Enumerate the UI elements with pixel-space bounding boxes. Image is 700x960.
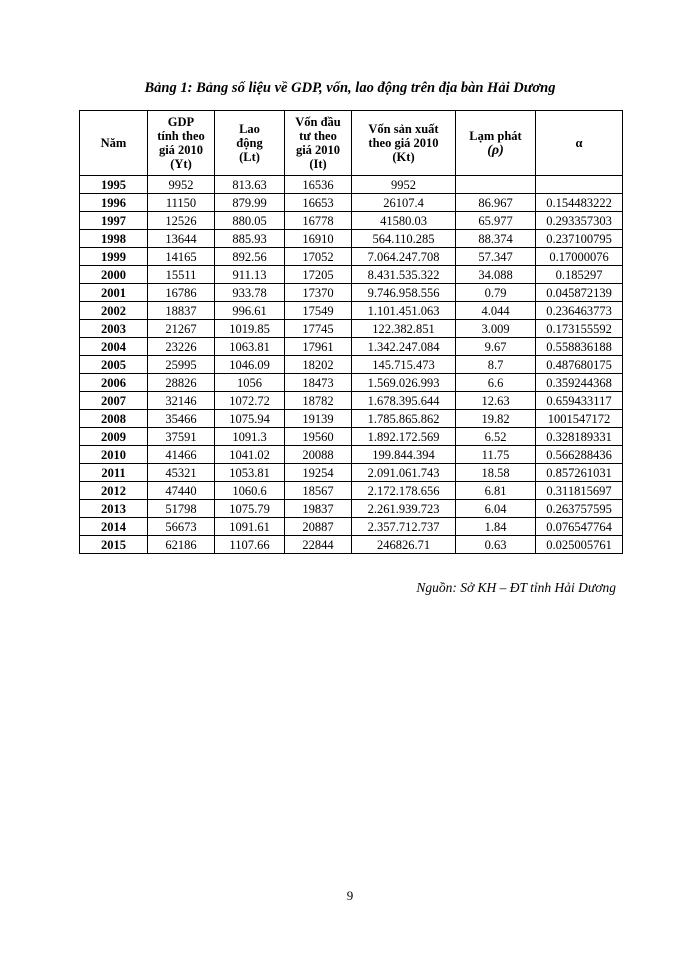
header-capital — [352, 111, 456, 176]
cell-investment: 17370 — [285, 284, 352, 302]
cell-year: 2007 — [80, 392, 148, 410]
cell-alpha: 0.076547764 — [536, 518, 623, 536]
cell-inflation: 6.81 — [456, 482, 536, 500]
cell-gdp: 21267 — [148, 320, 215, 338]
cell-year: 2013 — [80, 500, 148, 518]
cell-alpha: 0.328189331 — [536, 428, 623, 446]
cell-gdp: 35466 — [148, 410, 215, 428]
header-investment-line-2: tư theo — [299, 129, 337, 143]
cell-inflation: 11.75 — [456, 446, 536, 464]
header-investment-line-4: (It) — [309, 157, 327, 171]
cell-investment: 19560 — [285, 428, 352, 446]
cell-gdp: 12526 — [148, 212, 215, 230]
table-row — [80, 320, 623, 338]
cell-gdp: 13644 — [148, 230, 215, 248]
table-row — [80, 536, 623, 554]
cell-gdp: 47440 — [148, 482, 215, 500]
cell-inflation: 19.82 — [456, 410, 536, 428]
cell-gdp: 62186 — [148, 536, 215, 554]
cell-inflation: 65.977 — [456, 212, 536, 230]
cell-inflation: 18.58 — [456, 464, 536, 482]
cell-alpha: 0.558836188 — [536, 338, 623, 356]
cell-labor: 1091.3 — [215, 428, 285, 446]
cell-investment: 18202 — [285, 356, 352, 374]
header-gdp — [148, 111, 215, 176]
cell-labor: 1019.85 — [215, 320, 285, 338]
cell-capital: 564.110.285 — [352, 230, 456, 248]
cell-capital: 199.844.394 — [352, 446, 456, 464]
cell-year: 2006 — [80, 374, 148, 392]
table-row — [80, 410, 623, 428]
cell-inflation: 9.67 — [456, 338, 536, 356]
cell-labor: 1063.81 — [215, 338, 285, 356]
cell-capital: 145.715.473 — [352, 356, 456, 374]
cell-capital: 122.382.851 — [352, 320, 456, 338]
cell-alpha: 0.293357303 — [536, 212, 623, 230]
cell-labor: 933.78 — [215, 284, 285, 302]
cell-capital: 2.357.712.737 — [352, 518, 456, 536]
cell-investment: 17961 — [285, 338, 352, 356]
cell-year: 2005 — [80, 356, 148, 374]
cell-alpha: 0.045872139 — [536, 284, 623, 302]
cell-gdp: 56673 — [148, 518, 215, 536]
cell-year: 1999 — [80, 248, 148, 266]
cell-alpha: 0.311815697 — [536, 482, 623, 500]
cell-inflation: 1.84 — [456, 518, 536, 536]
header-alpha: α — [536, 111, 623, 176]
cell-labor: 879.99 — [215, 194, 285, 212]
cell-gdp: 11150 — [148, 194, 215, 212]
header-gdp-line-2: tính theo — [157, 129, 205, 143]
cell-investment: 16536 — [285, 176, 352, 194]
table-row — [80, 266, 623, 284]
cell-alpha: 0.857261031 — [536, 464, 623, 482]
cell-year: 2015 — [80, 536, 148, 554]
table-caption: Bảng 1: Bảng số liệu về GDP, vốn, lao động trên địa bàn Hải Dương — [144, 80, 556, 96]
cell-alpha: 0.263757595 — [536, 500, 623, 518]
table-row — [80, 482, 623, 500]
cell-gdp: 51798 — [148, 500, 215, 518]
cell-alpha: 0.154483222 — [536, 194, 623, 212]
cell-inflation: 34.088 — [456, 266, 536, 284]
cell-alpha: 0.236463773 — [536, 302, 623, 320]
cell-capital: 1.101.451.063 — [352, 302, 456, 320]
cell-year: 2010 — [80, 446, 148, 464]
cell-investment: 16778 — [285, 212, 352, 230]
table-row — [80, 248, 623, 266]
cell-labor: 1056 — [215, 374, 285, 392]
table-row — [80, 374, 623, 392]
table-row — [80, 212, 623, 230]
cell-labor: 1060.6 — [215, 482, 285, 500]
cell-inflation: 4.044 — [456, 302, 536, 320]
cell-capital: 8.431.535.322 — [352, 266, 456, 284]
cell-gdp: 41466 — [148, 446, 215, 464]
cell-investment: 22844 — [285, 536, 352, 554]
cell-labor: 1075.94 — [215, 410, 285, 428]
cell-investment: 20887 — [285, 518, 352, 536]
cell-capital: 9952 — [352, 176, 456, 194]
table-row — [80, 500, 623, 518]
header-capital-line-2: theo giá 2010 — [368, 136, 439, 150]
header-inflation — [456, 111, 536, 176]
cell-inflation: 6.04 — [456, 500, 536, 518]
cell-year: 2004 — [80, 338, 148, 356]
cell-inflation — [456, 176, 536, 194]
cell-capital: 1.569.026.993 — [352, 374, 456, 392]
cell-inflation: 0.63 — [456, 536, 536, 554]
cell-alpha: 0.359244368 — [536, 374, 623, 392]
cell-inflation: 6.52 — [456, 428, 536, 446]
cell-alpha: 0.487680175 — [536, 356, 623, 374]
cell-alpha: 0.025005761 — [536, 536, 623, 554]
cell-labor: 1046.09 — [215, 356, 285, 374]
cell-investment: 16910 — [285, 230, 352, 248]
cell-alpha: 0.566288436 — [536, 446, 623, 464]
cell-capital: 7.064.247.708 — [352, 248, 456, 266]
cell-year: 2014 — [80, 518, 148, 536]
header-labor-line-2: động — [236, 136, 263, 150]
cell-alpha: 0.237100795 — [536, 230, 623, 248]
cell-labor: 911.13 — [215, 266, 285, 284]
cell-gdp: 15511 — [148, 266, 215, 284]
cell-investment: 16653 — [285, 194, 352, 212]
cell-gdp: 25995 — [148, 356, 215, 374]
cell-capital: 26107.4 — [352, 194, 456, 212]
cell-capital: 246826.71 — [352, 536, 456, 554]
cell-investment: 17549 — [285, 302, 352, 320]
table-row — [80, 356, 623, 374]
header-investment-line-3: giá 2010 — [295, 143, 341, 157]
cell-gdp: 16786 — [148, 284, 215, 302]
cell-year: 2008 — [80, 410, 148, 428]
cell-year: 2011 — [80, 464, 148, 482]
cell-capital: 1.342.247.084 — [352, 338, 456, 356]
cell-year: 2009 — [80, 428, 148, 446]
table-row — [80, 392, 623, 410]
header-capital-line-1: Vốn sản xuất — [368, 122, 439, 136]
cell-capital: 2.261.939.723 — [352, 500, 456, 518]
cell-labor: 1107.66 — [215, 536, 285, 554]
table-row — [80, 176, 623, 194]
cell-alpha: 0.173155592 — [536, 320, 623, 338]
table-row — [80, 518, 623, 536]
cell-capital: 1.678.395.644 — [352, 392, 456, 410]
header-investment — [285, 111, 352, 176]
cell-gdp: 45321 — [148, 464, 215, 482]
cell-year: 2003 — [80, 320, 148, 338]
header-year: Năm — [80, 111, 148, 176]
cell-investment: 19139 — [285, 410, 352, 428]
table-row — [80, 464, 623, 482]
cell-year: 1998 — [80, 230, 148, 248]
page-number: 9 — [346, 888, 354, 903]
cell-gdp: 18837 — [148, 302, 215, 320]
cell-labor: 1053.81 — [215, 464, 285, 482]
cell-gdp: 14165 — [148, 248, 215, 266]
cell-gdp: 28826 — [148, 374, 215, 392]
cell-investment: 18567 — [285, 482, 352, 500]
table-row — [80, 194, 623, 212]
cell-gdp: 9952 — [148, 176, 215, 194]
table-row — [80, 230, 623, 248]
cell-investment: 17052 — [285, 248, 352, 266]
cell-labor: 1072.72 — [215, 392, 285, 410]
header-gdp-line-4: (Yt) — [170, 157, 192, 171]
cell-labor: 1075.79 — [215, 500, 285, 518]
cell-investment: 18782 — [285, 392, 352, 410]
header-inflation-line-1: Lạm phát — [469, 128, 522, 143]
cell-gdp: 37591 — [148, 428, 215, 446]
cell-labor: 892.56 — [215, 248, 285, 266]
cell-inflation: 57.347 — [456, 248, 536, 266]
data-table — [79, 110, 623, 554]
cell-capital: 41580.03 — [352, 212, 456, 230]
cell-year: 2012 — [80, 482, 148, 500]
cell-year: 2002 — [80, 302, 148, 320]
cell-capital: 1.892.172.569 — [352, 428, 456, 446]
header-labor-line-1: Lao — [239, 122, 260, 136]
cell-inflation: 0.79 — [456, 284, 536, 302]
header-labor-line-3: (Lt) — [239, 150, 260, 164]
table-row — [80, 428, 623, 446]
cell-capital: 9.746.958.556 — [352, 284, 456, 302]
table-row — [80, 284, 623, 302]
cell-alpha: 0.659433117 — [536, 392, 623, 410]
cell-labor: 996.61 — [215, 302, 285, 320]
table-row — [80, 302, 623, 320]
cell-gdp: 23226 — [148, 338, 215, 356]
cell-labor: 813.63 — [215, 176, 285, 194]
cell-inflation: 3.009 — [456, 320, 536, 338]
table-body — [80, 176, 623, 554]
cell-capital: 1.785.865.862 — [352, 410, 456, 428]
cell-investment: 17205 — [285, 266, 352, 284]
cell-investment: 18473 — [285, 374, 352, 392]
cell-inflation: 12.63 — [456, 392, 536, 410]
table-row — [80, 338, 623, 356]
header-investment-line-1: Vốn đầu — [295, 115, 341, 129]
header-inflation-symbol: (ρ) — [487, 142, 504, 158]
cell-investment: 17745 — [285, 320, 352, 338]
cell-labor: 1091.61 — [215, 518, 285, 536]
table-row — [80, 446, 623, 464]
cell-alpha — [536, 176, 623, 194]
cell-year: 1996 — [80, 194, 148, 212]
header-gdp-line-3: giá 2010 — [158, 143, 204, 157]
cell-inflation: 8.7 — [456, 356, 536, 374]
cell-alpha: 1001547172 — [536, 410, 623, 428]
cell-year: 2000 — [80, 266, 148, 284]
cell-gdp: 32146 — [148, 392, 215, 410]
cell-labor: 880.05 — [215, 212, 285, 230]
header-row — [80, 111, 623, 176]
cell-alpha: 0.185297 — [536, 266, 623, 284]
cell-year: 2001 — [80, 284, 148, 302]
cell-capital: 2.091.061.743 — [352, 464, 456, 482]
cell-year: 1995 — [80, 176, 148, 194]
header-gdp-line-1: GDP — [167, 115, 195, 129]
cell-alpha: 0.17000076 — [536, 248, 623, 266]
cell-investment: 20088 — [285, 446, 352, 464]
cell-labor: 885.93 — [215, 230, 285, 248]
header-labor — [215, 111, 285, 176]
cell-inflation: 86.967 — [456, 194, 536, 212]
cell-inflation: 6.6 — [456, 374, 536, 392]
cell-investment: 19254 — [285, 464, 352, 482]
source-note: Nguồn: Sở KH – ĐT tỉnh Hải Dương — [416, 580, 616, 595]
cell-year: 1997 — [80, 212, 148, 230]
cell-inflation: 88.374 — [456, 230, 536, 248]
cell-capital: 2.172.178.656 — [352, 482, 456, 500]
cell-labor: 1041.02 — [215, 446, 285, 464]
header-capital-line-3: (Kt) — [392, 150, 415, 164]
cell-investment: 19837 — [285, 500, 352, 518]
